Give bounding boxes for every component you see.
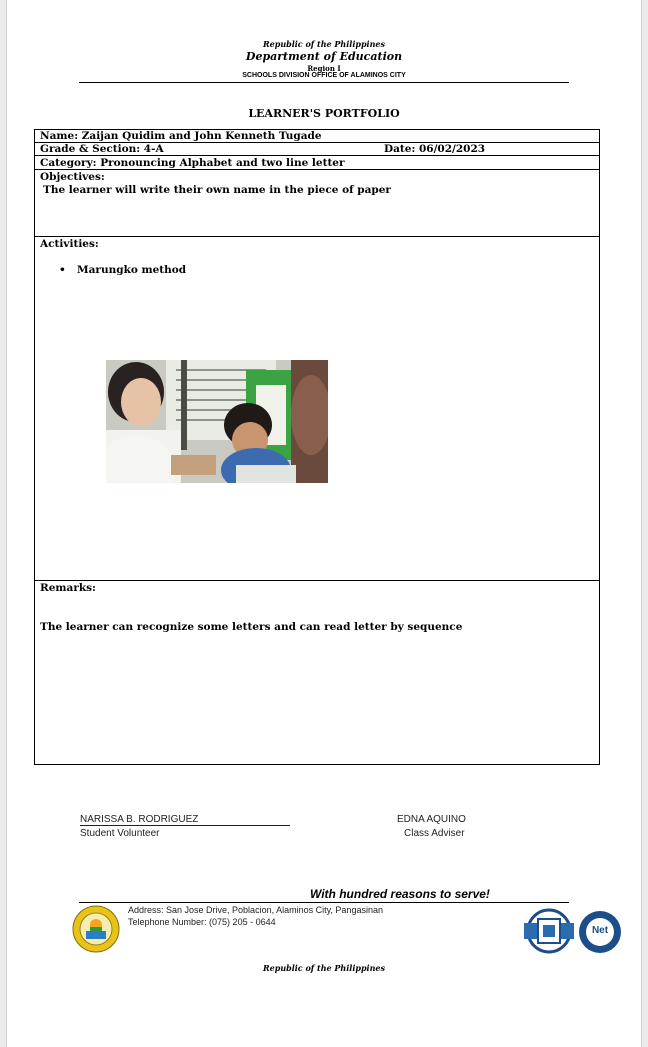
name-field: Name: Zaijan Quidim and John Kenneth Tugade	[40, 130, 322, 142]
activity-item: Marungko method	[77, 264, 187, 276]
region-heading: Region I	[307, 64, 341, 73]
certified-badge-icon	[578, 910, 622, 954]
objectives-cell	[34, 169, 600, 237]
footer-republic: Republic of the Philippines	[262, 963, 385, 973]
remarks-cell	[34, 580, 600, 765]
objectives-text: The learner will write their own name in the piece of paper	[43, 184, 391, 196]
republic-heading: Republic of the Philippines	[262, 39, 385, 49]
volunteer-role: Student Volunteer	[80, 828, 160, 839]
category-row	[34, 155, 600, 170]
motto: With hundred reasons to serve!	[310, 887, 490, 901]
activities-label: Activities:	[40, 238, 99, 250]
department-heading: Department of Education	[245, 50, 403, 63]
remarks-label: Remarks:	[40, 582, 96, 594]
telephone-text: Telephone Number: (075) 205 - 0644	[128, 917, 276, 927]
remarks-text: The learner can recognize some letters and can read letter by sequence	[40, 621, 463, 633]
grade-section-field: Grade & Section: 4-A	[40, 143, 164, 155]
name-row	[34, 129, 600, 143]
activity-photo	[106, 360, 328, 483]
deped-seal-icon	[72, 905, 120, 953]
category-field: Category: Pronouncing Alphabet and two line letter	[40, 157, 345, 169]
header-divider	[79, 82, 569, 83]
cert-badge-text: Net	[591, 925, 609, 936]
page-title: LEARNER'S PORTFOLIO	[248, 107, 400, 120]
bullet-icon: •	[59, 264, 66, 276]
adviser-name: EDNA AQUINO	[397, 814, 466, 825]
address-text: Address: San Jose Drive, Poblacion, Alaminos City, Pangasinan	[128, 905, 383, 915]
grade-row	[34, 142, 600, 156]
qualification-badge-icon	[524, 908, 574, 954]
adviser-role: Class Adviser	[404, 828, 465, 839]
objectives-label: Objectives:	[40, 171, 105, 183]
volunteer-name: NARISSA B. RODRIGUEZ	[80, 814, 290, 826]
footer-divider	[79, 902, 569, 903]
date-field: Date: 06/02/2023	[384, 143, 486, 155]
division-heading: SCHOOLS DIVISION OFFICE OF ALAMINOS CITY	[242, 72, 406, 79]
